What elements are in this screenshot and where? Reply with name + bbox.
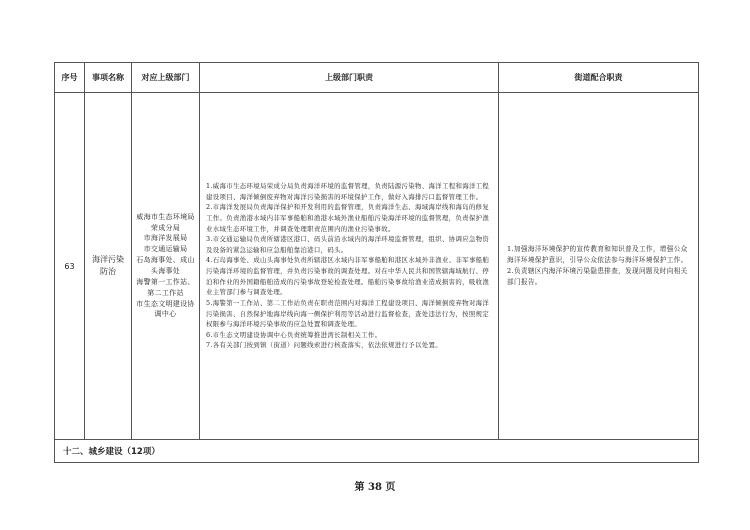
header-dept: 对应上级部门 xyxy=(132,63,200,93)
duty-item: 3.市交通运输局负责所辖港区港口、码头前沿水域内的海洋环境监督管理，组织、协调应急物资及设备的紧急运输和应急船舶靠泊港口，码头。 xyxy=(206,235,490,254)
dept-entry: 石岛海事处、成山头海事处 xyxy=(136,256,195,275)
duty-cell xyxy=(200,93,499,440)
dept-entry: 威海市生态环境局荣成分局 xyxy=(136,212,195,232)
dept-cell xyxy=(132,93,200,440)
header-street: 街道配合职责 xyxy=(499,63,699,93)
street-duty-item: 1.加强海洋环境保护的宣传教育和知识普及工作，增强公众海洋环境保护意识，引导公众依法参与海洋环境保护工作。 xyxy=(507,244,688,264)
item-name: 海洋污染防治 xyxy=(85,93,132,440)
responsibility-table xyxy=(54,62,699,463)
duty-item: 1.威海市生态环境局荣成分局负责海洋环境的监督管理，负责陆源污染物、海洋工程和海洋工程建设项目、海洋倾倒废弃物对海洋污染损害的环境保护工作，做好入海排污口监督管理工作。 xyxy=(206,182,490,201)
dept-entry: 市生态文明建设协调中心 xyxy=(136,299,195,319)
header-duty: 上级部门职责 xyxy=(200,63,499,93)
duty-item: 4.石岛海事处、成山头海事处负责所辖港区水域内非军事船舶和港区水域外非渔业、非军事船舶污染海洋环境的监督管理，并负责污染事故的调查处理。对在中华人民共和国管辖海域航行、停泊和作业的外国籍船舶造成的污染事故登轮检查处理。船舶污染事故给渔业造成损害的，吸收渔业主管部门参与调查处理。 xyxy=(206,256,490,297)
section-title: 十二、城乡建设（12项） xyxy=(55,440,699,463)
dept-entry: 市交通运输局 xyxy=(143,245,188,254)
page-number: 第 38 页 xyxy=(354,482,396,493)
duty-item: 6.市生态文明建设协调中心负责统筹推进湾长制相关工作。 xyxy=(206,330,382,339)
duty-item: 7.各有关部门按到镇（街道）问题线索进行核查落实，依法依规进行予以处置。 xyxy=(206,341,442,350)
duty-item: 2.市海洋发展局负责海洋保护和开发利用的监督管理，负责海洋生态、海域海岸线和海岛的修复工作。负责渔港水域内非军事船舶和渔港水域外渔业船舶污染海洋环境的监督管理，负责保护渔业水域生态环境工作，并调查处理职责范围内的渔业污染事故。 xyxy=(206,203,490,233)
section-row xyxy=(55,440,699,463)
dept-entry: 市海洋发展局 xyxy=(143,234,188,243)
row-number: 63 xyxy=(55,93,85,440)
header-item: 事项名称 xyxy=(85,63,132,93)
street-duty-item: 2.负责辖区内海洋环境污染隐患排查，发现问题及时向相关部门报告。 xyxy=(507,267,688,287)
dept-entry: 海警第一工作站、第二工作站 xyxy=(136,277,195,297)
table-row xyxy=(55,93,699,440)
duty-item: 5.海警第一工作站、第二工作站负责在职责范围内对海洋工程建设项目、海洋倾倒废弃物对海洋污染损害、自然保护地海岸线向海一侧保护利用等活动进行监督检查，查处违法行为，按照规定权限参与海洋环境污染事故的应急处置和调查处理。 xyxy=(206,298,490,329)
header-no: 序号 xyxy=(55,63,85,93)
street-duty-cell xyxy=(499,93,699,440)
table-header-row xyxy=(55,63,699,93)
